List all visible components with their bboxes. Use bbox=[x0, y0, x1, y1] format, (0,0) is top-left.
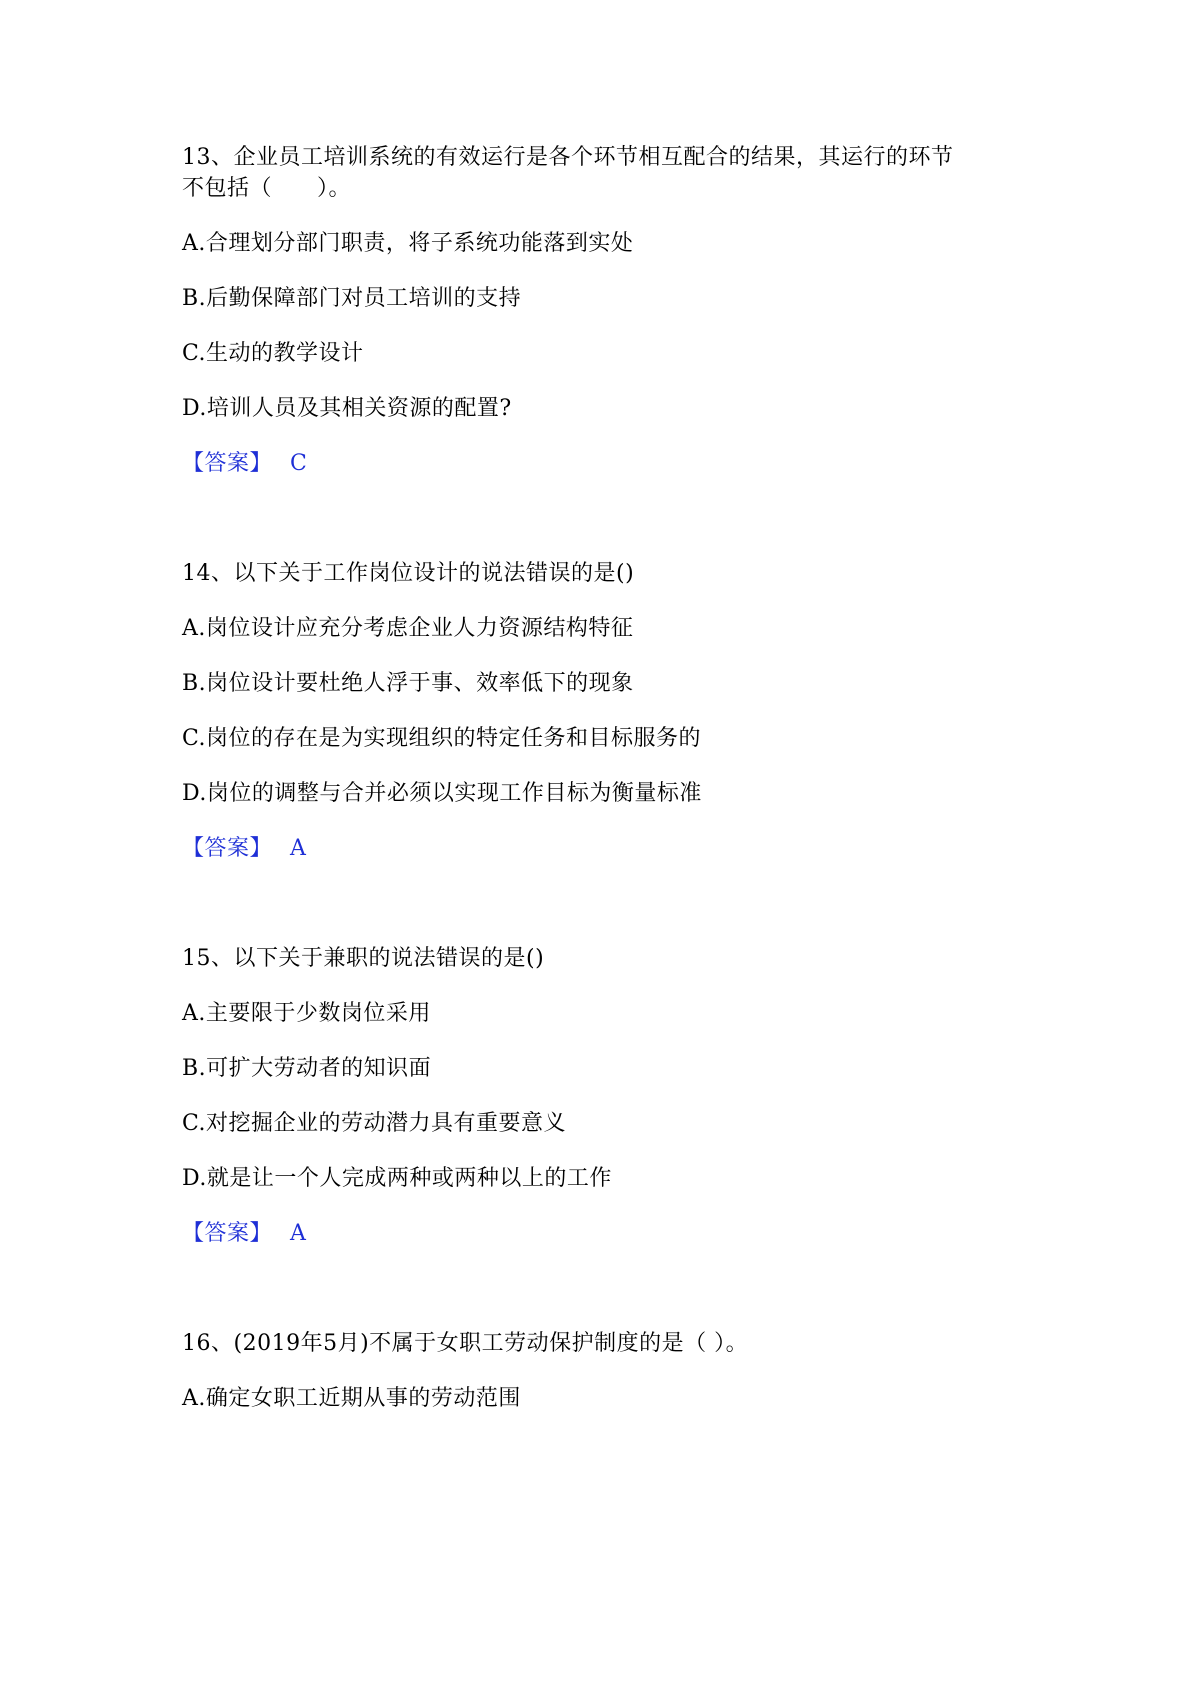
answer-label: 【答案】 bbox=[182, 1221, 273, 1246]
answer-label: 【答案】 bbox=[182, 451, 273, 476]
option-c: C.对挖掘企业的劳动潜力具有重要意义 bbox=[182, 1111, 567, 1136]
answer-line bbox=[182, 1219, 306, 1249]
option-a: A.确定女职工近期从事的劳动范围 bbox=[182, 1386, 521, 1411]
option-d: D.岗位的调整与合并必须以实现工作目标为衡量标准 bbox=[182, 781, 702, 806]
option-d: D.培训人员及其相关资源的配置? bbox=[182, 396, 512, 421]
option-d: D.就是让一个人完成两种或两种以上的工作 bbox=[182, 1166, 612, 1191]
question-stem: 不包括（ ）。 bbox=[182, 176, 352, 201]
answer-line bbox=[182, 449, 307, 479]
answer-line bbox=[182, 834, 306, 864]
question-stem: 13、企业员工培训系统的有效运行是各个环节相互配合的结果，其运行的环节 bbox=[182, 145, 954, 170]
option-a: A.主要限于少数岗位采用 bbox=[182, 1001, 431, 1026]
option-c: C.生动的教学设计 bbox=[182, 341, 364, 366]
question-stem: 15、以下关于兼职的说法错误的是() bbox=[182, 946, 545, 971]
answer-value: A bbox=[290, 836, 307, 861]
option-b: B.可扩大劳动者的知识面 bbox=[182, 1056, 432, 1081]
option-b: B.后勤保障部门对员工培训的支持 bbox=[182, 286, 522, 311]
question-stem: 14、以下关于工作岗位设计的说法错误的是() bbox=[182, 561, 635, 586]
answer-value: C bbox=[290, 451, 308, 476]
answer-value: A bbox=[290, 1221, 307, 1246]
option-c: C.岗位的存在是为实现组织的特定任务和目标服务的 bbox=[182, 726, 702, 751]
answer-label: 【答案】 bbox=[182, 836, 273, 861]
option-a: A.岗位设计应充分考虑企业人力资源结构特征 bbox=[182, 616, 634, 641]
option-b: B.岗位设计要杜绝人浮于事、效率低下的现象 bbox=[182, 671, 634, 696]
option-a: A.合理划分部门职责，将子系统功能落到实处 bbox=[182, 231, 634, 256]
question-stem: 16、(2019年5月)不属于女职工劳动保护制度的是（ ）。 bbox=[182, 1331, 749, 1356]
